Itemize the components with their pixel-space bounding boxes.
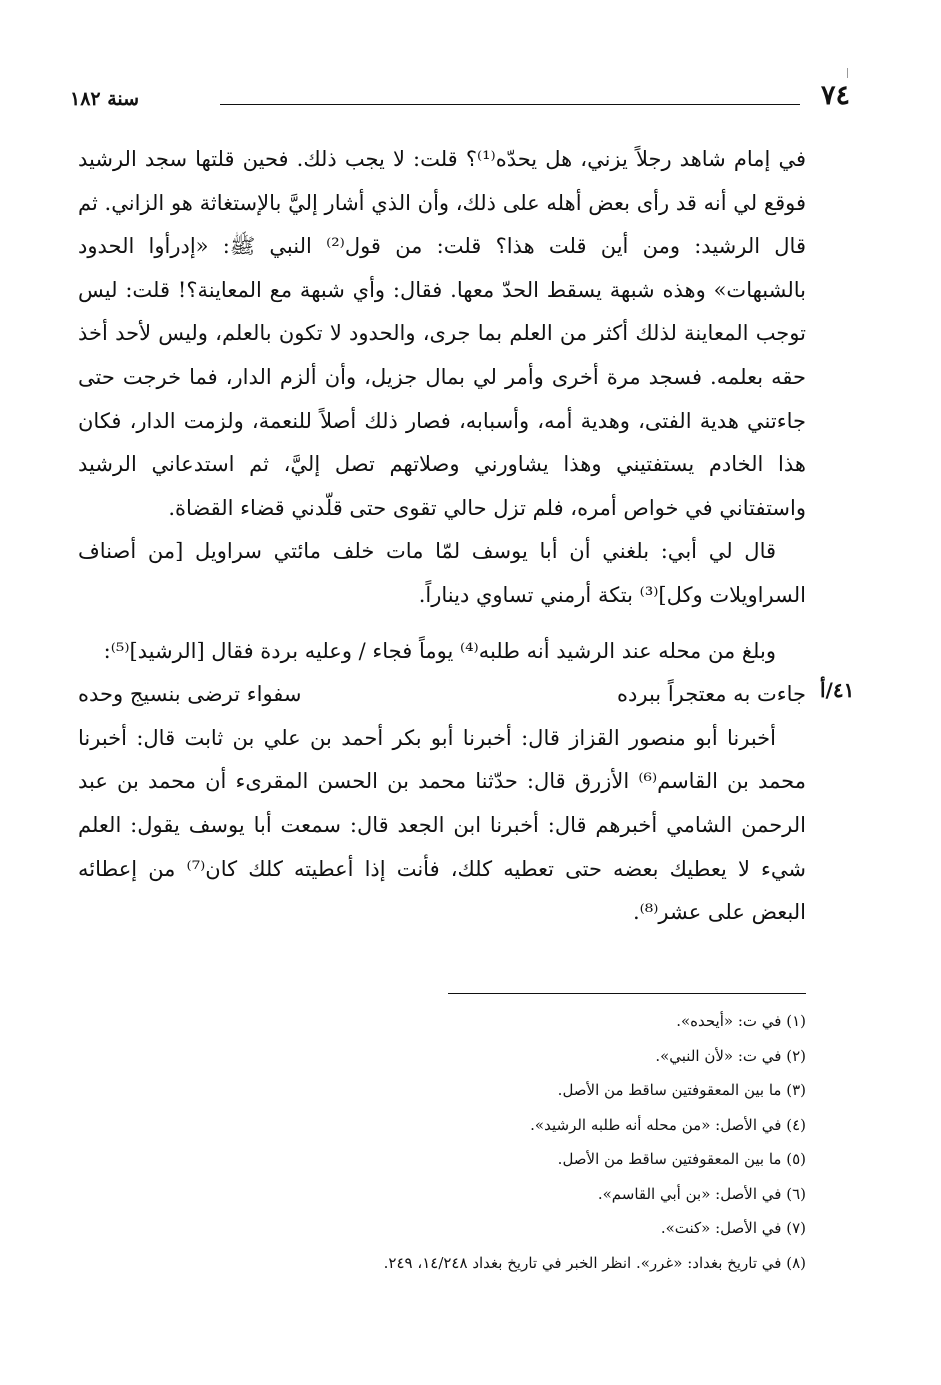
footnote-separator (448, 993, 806, 994)
paragraph-2: قال لي أبي: بلغني أن أبا يوسف لمّا مات خلف مائتي سراويل [من أصناف السراويلات وكل]⁽³⁾ بتكة أرمني تساوي ديناراً. (78, 539, 806, 607)
poem-hemistich-right: جاءت به معتجراً ببرده (617, 682, 806, 707)
poem-verse (78, 673, 806, 717)
paragraph-1: في إمام شاهد رجلاً يزني، هل يحدّه⁽¹⁾؟ قلت: لا يجب ذلك. فحين قلتها سجد الرشيد فوقع لي أنه قد رأى بعض أهله على ذلك، وأن الذي أشار إليَّ بالإستغاثة هو الزاني. ثم قال الرشيد: ومن أين قلت هذا؟ قلت: من قول⁽²⁾ النبي ﷺ: «إدرأوا الحدود بالشبهات» وهذه شبهة يسقط الحدّ معها. فقال: وأي شبهة مع المعاينة؟! قلت: ليس توجب المعاينة لذلك أكثر من العلم بما جرى، والحدود لا تكون بالعلم، وليس لأحد أخذ حقه بعلمه. فسجد مرة أخرى وأمر لي بمال جزيل، وأن ألزم الدار، فما خرجت حتى جاءتني هدية الفتى، وهدية أمه، وأسبابه، فصار ذلك أصلاً للنعمة، ولزمت الدار، فكان هذا الخادم يستفتيني وهذا يشاورني وصلاتهم تصل إليَّ، ثم استدعاني الرشيد واستفتاني في خواص أمره، فلم تزل حالي تقوى حتى قلّدني قضاء القضاة. (78, 147, 806, 520)
footnote-7: (٧) في الأصل: «كنت». (660, 1219, 806, 1237)
margin-tick (847, 68, 848, 78)
footnote-6: (٦) في الأصل: «بن أبي القاسم». (597, 1184, 806, 1203)
header-rule (220, 104, 800, 105)
manuscript-folio-note: ٤١/أ (820, 678, 855, 702)
paragraph-4: أخبرنا أبو منصور القزاز قال: أخبرنا أبو بكر أحمد بن علي بن ثابت قال: أخبرنا محمد بن القاسم⁽⁶⁾ الأزرق قال: حدّثنا محمد بن الحسن المقرىء أن محمد بن عبد الرحمن الشامي أخبرهم قال: أخبرنا ابن الجعد قال: سمعت أبا يوسف يقول: العلم شيء لا يعطيك بعضه حتى تعطيه كلك، فأنت إذا أعطيته كلك كان⁽⁷⁾ من إعطائه البعض على عشر⁽⁸⁾. (78, 725, 806, 925)
footnote-5: (٥) ما بين المعقوفتين ساقط من الأصل. (557, 1150, 806, 1168)
page-number: ٧٤ (820, 80, 850, 111)
footnote-8: (٨) في تاريخ بغداد: «غرر». انظر الخبر في تاريخ بغداد ١٤/٢٤٨، ٢٤٩. (383, 1253, 806, 1272)
paragraph-3: وبلغ من محله عند الرشيد أنه طلبه⁽⁴⁾ يوماً فجاء / وعليه بردة فقال [الرشيد]⁽⁵⁾: (103, 638, 776, 663)
footnotes (200, 1004, 806, 1280)
footnote-1: (١) في ت: «أيحده». (676, 1012, 806, 1030)
poem-hemistich-left: سفواء ترضى بنسيج وحده (78, 682, 302, 707)
running-header (70, 80, 850, 120)
footnote-4: (٤) في الأصل: «من محله أنه طلبه الرشيد». (530, 1115, 806, 1134)
header-year: سنة ١٨٢ (70, 88, 140, 110)
main-text (78, 138, 806, 935)
footnote-3: (٣) ما بين المعقوفتين ساقط من الأصل. (557, 1081, 806, 1099)
footnote-2: (٢) في ت: «لأن النبي». (655, 1046, 806, 1065)
